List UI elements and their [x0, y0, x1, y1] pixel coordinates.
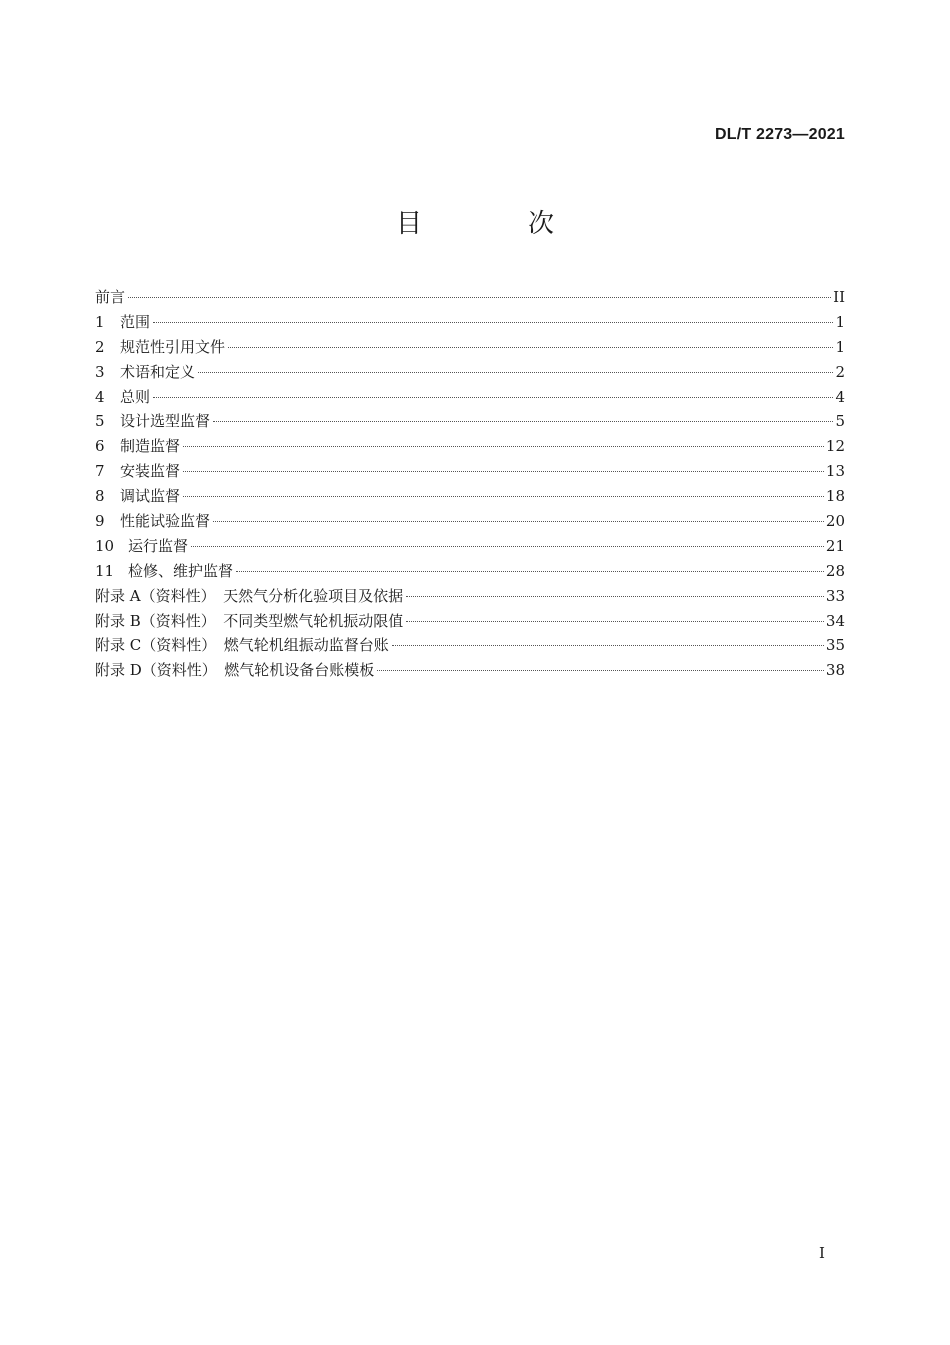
toc-number: 7: [95, 462, 105, 481]
toc-page: 1: [835, 312, 845, 331]
toc-page: 4: [835, 387, 845, 406]
leader-dots: [213, 521, 824, 522]
toc-title: 运行监督: [128, 536, 189, 555]
toc-entry[interactable]: [95, 584, 845, 609]
leader-dots: [228, 347, 833, 348]
standard-code: DL/T 2273—2021: [715, 126, 845, 143]
leader-dots: [153, 322, 833, 323]
toc-number: 6: [95, 437, 105, 456]
leader-dots: [183, 471, 824, 472]
toc-page: 34: [825, 611, 845, 630]
leader-dots: [377, 670, 824, 671]
toc-number: 2: [95, 337, 105, 356]
toc-entry[interactable]: [95, 409, 845, 434]
toc-title: 安装监督: [120, 462, 181, 481]
toc-title: 术语和定义: [120, 362, 196, 381]
toc-number: 1: [95, 312, 105, 331]
toc-entry[interactable]: [95, 633, 845, 658]
toc-number: 3: [95, 362, 105, 381]
toc-title: 检修、维护监督: [128, 561, 234, 580]
toc-page: 1: [835, 337, 845, 356]
toc-entry[interactable]: [95, 609, 845, 634]
toc-title: 附录 B（资料性） 不同类型燃气轮机振动限值: [95, 611, 404, 630]
toc-page: 20: [825, 512, 845, 531]
toc-entry[interactable]: [95, 658, 845, 683]
toc-entry[interactable]: [95, 559, 845, 584]
leader-dots: [213, 421, 833, 422]
toc-title: 附录 C（资料性） 燃气轮机组振动监督台账: [95, 636, 389, 655]
toc-title: 附录 A（资料性） 天然气分析化验项目及依据: [95, 586, 404, 605]
toc-entry[interactable]: [95, 459, 845, 484]
leader-dots: [236, 571, 824, 572]
leader-dots: [392, 645, 824, 646]
leader-dots: [153, 397, 833, 398]
toc-number: 8: [95, 487, 105, 506]
toc-page: 21: [825, 536, 845, 555]
toc-entry[interactable]: [95, 310, 845, 335]
toc-entry[interactable]: [95, 335, 845, 360]
toc-title: 设计选型监督: [120, 412, 211, 431]
toc-entry[interactable]: [95, 484, 845, 509]
toc-title: 范围: [120, 312, 151, 331]
toc-number: 11: [95, 561, 115, 580]
toc-entry[interactable]: [95, 385, 845, 410]
toc-page: 33: [825, 586, 845, 605]
leader-dots: [183, 446, 824, 447]
leader-dots: [128, 297, 831, 298]
leader-dots: [183, 496, 824, 497]
toc-title: 调试监督: [120, 487, 181, 506]
table-of-contents: [95, 285, 845, 683]
toc-page: 12: [825, 437, 845, 456]
toc-page: 35: [825, 636, 845, 655]
toc-title: 附录 D（资料性） 燃气轮机设备台账模板: [95, 661, 375, 680]
toc-page: 5: [835, 412, 845, 431]
toc-page: 18: [825, 487, 845, 506]
toc-title: 前言: [95, 288, 126, 306]
leader-dots: [406, 621, 824, 622]
leader-dots: [198, 372, 833, 373]
toc-title: 总则: [120, 387, 151, 406]
toc-number: 4: [95, 387, 105, 406]
toc-number: 9: [95, 512, 105, 531]
toc-heading: 目 次: [395, 209, 594, 239]
toc-number: 10: [95, 536, 115, 555]
toc-entry[interactable]: [95, 285, 845, 310]
toc-title: 制造监督: [120, 437, 181, 456]
toc-title: 性能试验监督: [120, 512, 211, 531]
toc-entry[interactable]: [95, 509, 845, 534]
toc-page: 13: [825, 462, 845, 481]
toc-entry[interactable]: [95, 434, 845, 459]
toc-number: 5: [95, 412, 105, 431]
page-number: I: [819, 1244, 825, 1262]
toc-title: 规范性引用文件: [120, 337, 226, 356]
toc-entry[interactable]: [95, 534, 845, 559]
leader-dots: [406, 596, 824, 597]
toc-page: II: [833, 288, 845, 306]
leader-dots: [191, 546, 824, 547]
toc-page: 38: [825, 661, 845, 680]
toc-page: 2: [835, 362, 845, 381]
toc-page: 28: [825, 561, 845, 580]
toc-entry[interactable]: [95, 360, 845, 385]
